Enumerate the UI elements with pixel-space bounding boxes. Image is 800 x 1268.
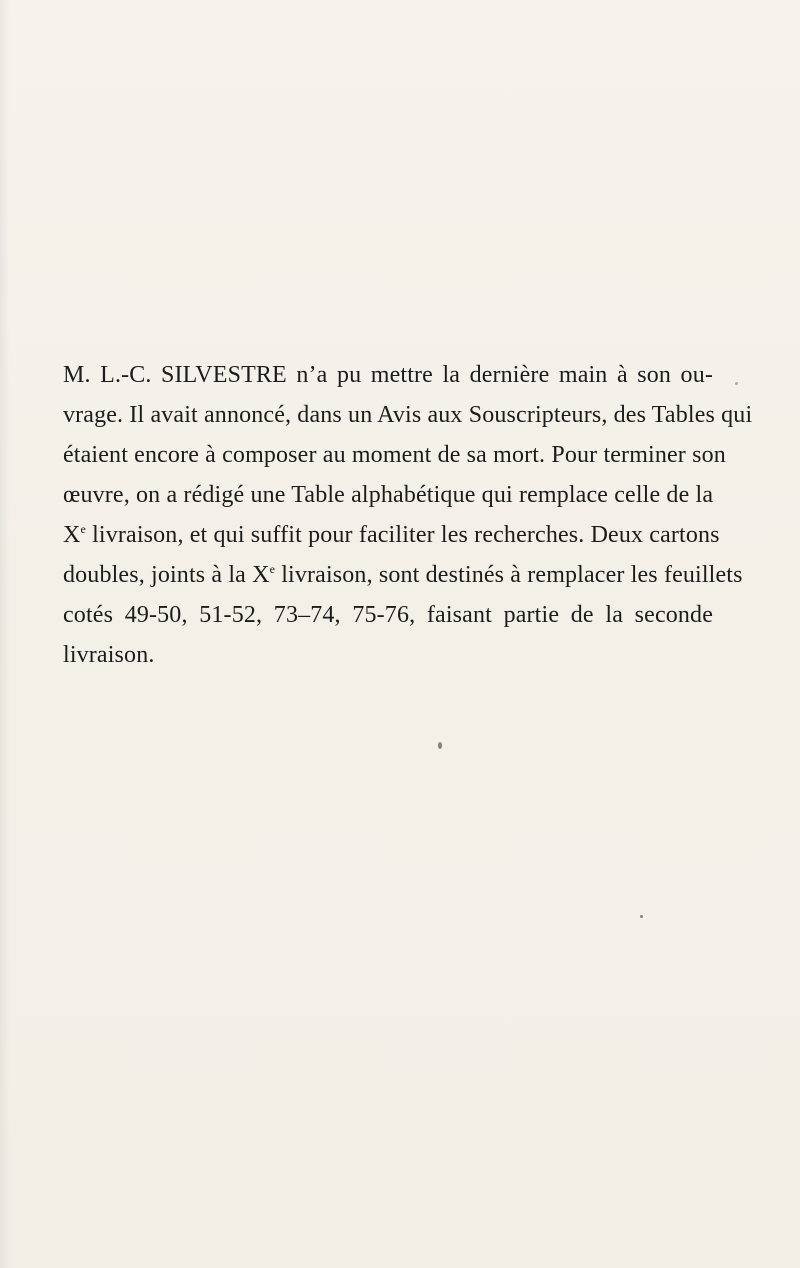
superscript-e: e [269,562,276,576]
paragraph-line: livraison. [63,642,155,668]
paragraph-line: cotés 49-50, 51-52, 73–74, 75-76, faisant partie de la seconde [63,602,713,628]
page-gutter-shadow [0,0,10,1268]
body-paragraph [63,355,753,675]
paper-speck [735,382,738,385]
paper-speck [438,742,442,749]
paragraph-line: doubles, joints à la Xe livraison, sont destinés à remplacer les feuillets [63,562,743,588]
paragraph-line: vrage. Il avait annoncé, dans un Avis aux Souscripteurs, des Tables qui [63,402,753,428]
paragraph-line: étaient encore à composer au moment de sa mort. Pour terminer son [63,442,726,468]
paragraph-line: œuvre, on a rédigé une Table alphabétique qui remplace celle de la [63,482,714,508]
paragraph-line: M. L.-C. SILVESTRE n’a pu mettre la dernière main à son ou- [63,362,713,388]
superscript-e: e [80,522,86,536]
paper-speck [640,915,643,918]
paragraph-line: Xe livraison, et qui suffit pour faciliter les recherches. Deux cartons [63,522,720,548]
